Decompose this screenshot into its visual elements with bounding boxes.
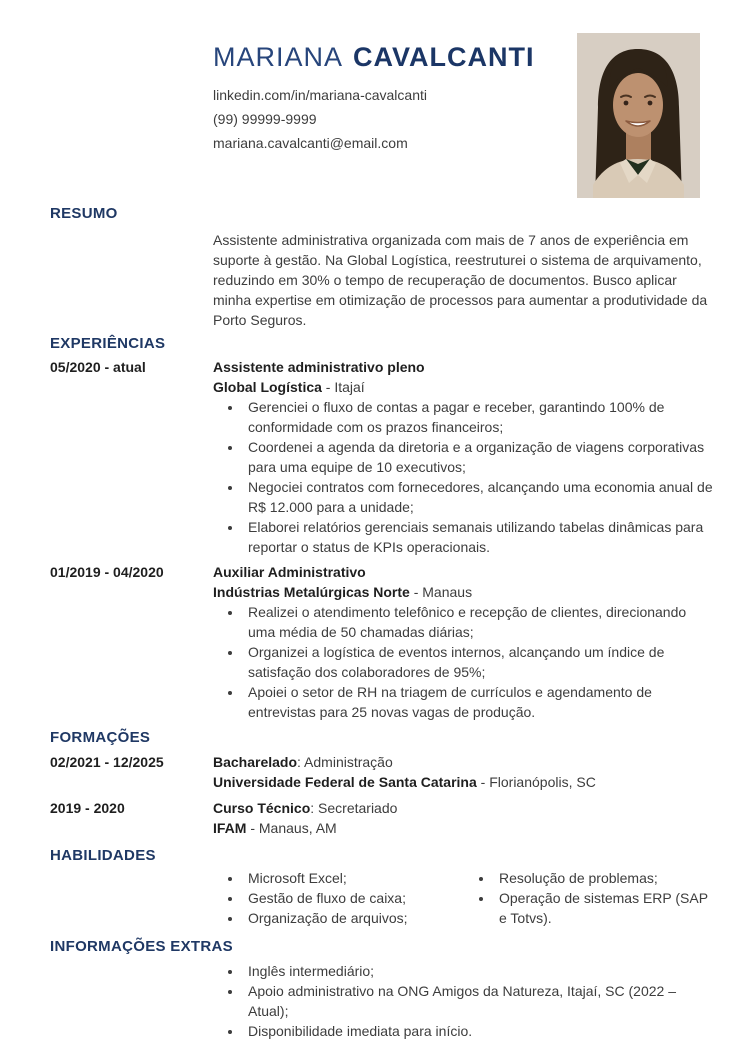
job-bullet: • Negociei contratos com fornecedores, alcançando uma economia anual de R$ 12.000 para a unidade;: [243, 477, 713, 517]
school-name: Universidade Federal de Santa Catarina: [213, 774, 477, 790]
resumo-label-spacer: [0, 230, 213, 330]
job-role: Auxiliar Administrativo: [213, 564, 366, 580]
extras-bullets: [213, 961, 713, 1041]
header: [0, 0, 750, 198]
profile-photo: [577, 33, 700, 198]
school-location: - Florianópolis, SC: [476, 774, 596, 790]
extras-label-spacer: [0, 961, 213, 1041]
job-bullet: • Coordenei a agenda da diretoria e a organização de viagens corporativas para uma equipe de 10 executivos;: [243, 437, 713, 477]
school-name: IFAM: [213, 820, 247, 836]
section-experiencias: [0, 336, 750, 722]
degree-label: Curso Técnico: [213, 800, 311, 816]
skills-label-spacer: [0, 868, 213, 928]
section-habilidades: [0, 848, 750, 928]
phone-number: (99) 99999-9999: [213, 111, 317, 127]
job-company-line: [213, 377, 713, 397]
job-bullet: • Organizei a logística de eventos internos, alcançando um índice de satisfação dos colaboradores de 95%;: [243, 642, 713, 682]
job-company: Global Logística: [213, 379, 322, 395]
job-company-line: [213, 582, 713, 602]
extra-item: • Disponibilidade imediata para início.: [243, 1021, 713, 1041]
education-school-line: [213, 772, 713, 792]
job-date: 05/2020 - atual: [50, 359, 146, 375]
job-bullet: • Apoiei o setor de RH na triagem de currículos e agendamento de entrevistas para 25 novas vagas de produção.: [243, 682, 713, 722]
job-bullets: [213, 397, 713, 557]
job-entry: [0, 357, 750, 557]
resumo-title: RESUMO: [50, 205, 118, 222]
job-bullets: [213, 602, 713, 722]
habilidades-title: HABILIDADES: [50, 847, 156, 864]
job-bullet: • Gerenciei o fluxo de contas a pagar e receber, garantindo 100% de conformidade com os prazos financeiros;: [243, 397, 713, 437]
resumo-row: [0, 230, 750, 330]
job-location: - Manaus: [409, 584, 473, 600]
job-bullet: • Realizei o atendimento telefônico e recepção de clientes, direcionando uma média de 50 chamadas diárias;: [243, 602, 713, 642]
skill-item: • Gestão de fluxo de caixa;: [243, 888, 480, 908]
education-date: 02/2021 - 12/2025: [50, 754, 164, 770]
extra-item: • Inglês intermediário;: [243, 961, 713, 981]
email-address: mariana.cavalcanti@email.com: [213, 135, 408, 151]
job-date: 01/2019 - 04/2020: [50, 564, 164, 580]
skill-item: • Resolução de problemas;: [494, 868, 713, 888]
school-location: - Manaus, AM: [246, 820, 337, 836]
job-location: - Itajaí: [321, 379, 365, 395]
section-formacoes: [0, 730, 750, 838]
degree-label: Bacharelado: [213, 754, 298, 770]
education-entry: [0, 798, 750, 838]
degree-course: : Administração: [297, 754, 393, 770]
portrait-illustration: [577, 33, 700, 198]
linkedin-url: linkedin.com/in/mariana-cavalcanti: [213, 87, 427, 103]
job-entry: [0, 562, 750, 722]
extra-item: • Apoio administrativo na ONG Amigos da Natureza, Itajaí, SC (2022 – Atual);: [243, 981, 713, 1021]
education-date: 2019 - 2020: [50, 800, 125, 816]
informacoes-extras-title: INFORMAÇÕES EXTRAS: [50, 938, 233, 955]
job-role: Assistente administrativo pleno: [213, 359, 425, 375]
education-entry: [0, 752, 750, 792]
skill-item: • Microsoft Excel;: [243, 868, 480, 888]
education-degree-line: [213, 798, 713, 818]
section-resumo: [0, 206, 750, 330]
job-company: Indústrias Metalúrgicas Norte: [213, 584, 410, 600]
job-bullet: • Elaborei relatórios gerenciais semanais utilizando tabelas dinâmicas para reportar o status de KPIs operacionais.: [243, 517, 713, 557]
skill-item: • Organização de arquivos;: [243, 908, 480, 928]
skills-column-1: [213, 868, 480, 928]
last-name: CAVALCANTI: [353, 42, 535, 72]
skill-item: • Operação de sistemas ERP (SAP e Totvs).: [494, 888, 713, 928]
experiencias-title: EXPERIÊNCIAS: [50, 335, 166, 352]
formacoes-title: FORMAÇÕES: [50, 729, 151, 746]
section-informacoes-extras: [0, 939, 750, 1041]
degree-course: : Secretariado: [310, 800, 398, 816]
education-school-line: [213, 818, 713, 838]
skills-grid: [213, 868, 713, 928]
skills-column-2: [480, 868, 713, 928]
skills-row: [0, 868, 750, 928]
first-name: MARIANA: [213, 42, 344, 72]
extras-row: [0, 961, 750, 1041]
education-degree-line: [213, 752, 713, 772]
resumo-text: Assistente administrativa organizada com mais de 7 anos de experiência em suporte à gestão. Na Global Logística, reestruturei o sistema de arquivamento, reduzindo em 30% o tempo de recuperação de documentos. Busco aplicar minha expertise em otimização de processos para aumentar a produtividade da Porto Seguros.: [213, 232, 708, 328]
